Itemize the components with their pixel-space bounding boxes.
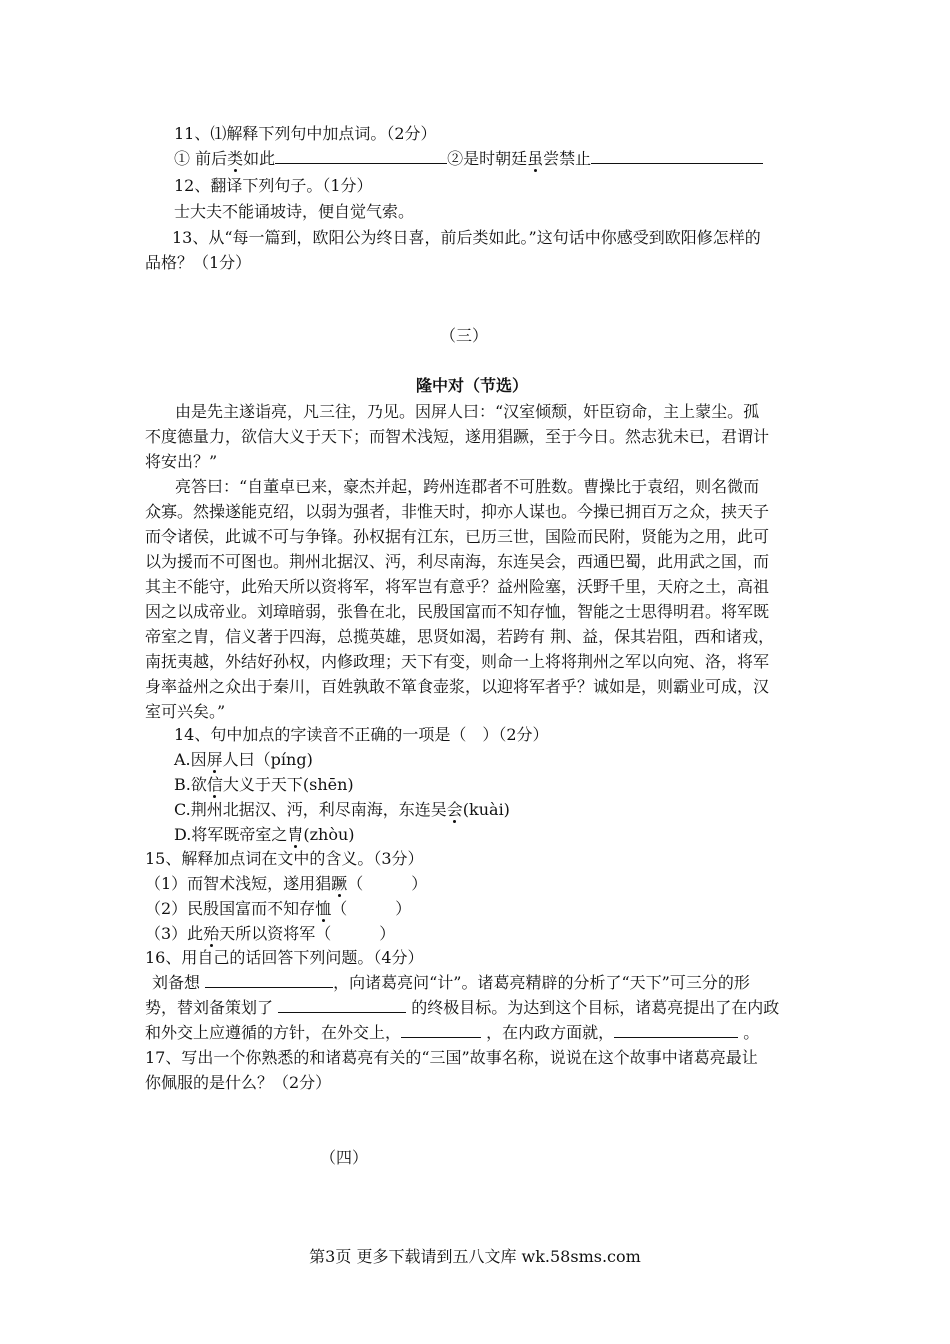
q12-stem: 12、翻译下列句子。（1分） <box>174 176 373 195</box>
passage-line: 由是先主遂诣亮，凡三往，乃见。因屏人曰：“汉室倾颓，奸臣窃命，主上蒙尘。孤 <box>175 402 760 421</box>
q11-items <box>174 147 763 171</box>
q17-line2: 你佩服的是什么？（2分） <box>145 1073 332 1092</box>
q14-option-a-dotted: 屏 <box>206 750 223 769</box>
q11-answer-blank-1[interactable] <box>275 147 447 164</box>
passage-line: 身率益州之众出于秦川，百姓孰敢不箪食壶浆，以迎将军者乎？诚如是，则霸业可成，汉 <box>145 677 770 696</box>
passage-line: 不度德量力，欲信大义于天下；而智术浅短，遂用猖蹶，至于今日。然志犹未已，君谓计 <box>145 427 770 446</box>
q16-line2: 势，替刘备策划了 的终极目标。为达到这个目标，诸葛亮提出了在内政 <box>145 998 780 1017</box>
page-footer: 第3页 更多下载请到五八文库 wk.58sms.com <box>309 1247 641 1266</box>
section4-label: （四） <box>320 1148 369 1167</box>
section3-label: （三） <box>440 326 489 345</box>
passage-line: 亮答曰：“自董卓已来，豪杰并起，跨州连郡者不可胜数。曹操比于袁绍，则名微而 <box>175 477 760 496</box>
passage-line: 因之以成帝业。刘璋暗弱，张鲁在北，民殷国富而不知存恤，智能之士思得明君。将军既 <box>145 602 770 621</box>
q14-option-d: D.将军既帝室之胄(zhòu) <box>174 825 355 844</box>
passage-line: 室可兴矣。” <box>145 702 226 721</box>
q15-stem: 15、解释加点词在文中的含义。（3分） <box>145 849 424 868</box>
q15-item-1: （1）而智术浅短，遂用猖蹶（ ） <box>145 874 428 893</box>
q15-item-2: （2）民殷国富而不知存恤（ ） <box>145 899 412 918</box>
passage-line: 其主不能守，此殆天所以资将军，将军岂有意乎？益州险塞，沃野千里，天府之土，高祖 <box>145 577 770 596</box>
q14-option-d-dotted: 胄 <box>287 825 304 844</box>
q11-answer-blank-2[interactable] <box>591 147 763 164</box>
q14-option-b: B.欲信大义于天下(shēn) <box>174 775 354 794</box>
q11-item2-dotted: 虽 <box>527 149 544 168</box>
q14-option-b-dotted: 信 <box>206 775 223 794</box>
q14-option-a: A.因屏人曰（píng) <box>174 750 313 769</box>
q17-line1: 17、写出一个你熟悉的和诸葛亮有关的“三国”故事名称，说说在这个故事中诸葛亮最让 <box>145 1048 758 1067</box>
q11-item2-post: 尝禁止 <box>543 149 592 168</box>
passage-line: 帝室之胄，信义著于四海，总揽英雄，思贤如渴，若跨有 荆、益，保其岩阻，西和诸戎， <box>145 627 775 646</box>
q15-item-2-dotted: 恤 <box>315 899 332 918</box>
q14-option-c: C.荆州北据汉、沔，利尽南海，东连吴会(kuài) <box>174 800 510 819</box>
q15-item-3: （3）此殆天所以资将军（ ） <box>145 924 396 943</box>
q11-item1-dotted: 类 <box>227 149 244 168</box>
passage-title: 隆中对（节选） <box>416 376 529 395</box>
q11-stem: 11、⑴解释下列句中加点词。（2分） <box>174 124 437 143</box>
q16-answer-blank-3[interactable] <box>401 1021 481 1038</box>
q16-line1: 刘备想 ，向诸葛亮问“计”。诸葛亮精辟的分析了“天下”可三分的形 <box>152 973 750 992</box>
q14-option-c-dotted: 会 <box>446 800 463 819</box>
q16-answer-blank-2[interactable] <box>278 996 406 1013</box>
passage-line: 将安出？” <box>145 452 218 471</box>
q16-stem: 16、用自己的话回答下列问题。（4分） <box>145 948 424 967</box>
q16-answer-blank-4[interactable] <box>614 1021 738 1038</box>
passage-line: 南抚夷越，外结好孙权，内修政理；天下有变，则命一上将将荆州之军以向宛、洛，将军 <box>145 652 770 671</box>
q13-line1: 13、从“每一篇到，欧阳公为终日喜，前后类如此。”这句话中你感受到欧阳修怎样的 <box>172 228 761 247</box>
q15-item-1-dotted: 蹶 <box>331 874 348 893</box>
passage-line: 以为援而不可图也。荆州北据汉、沔，利尽南海，东连吴会，西通巴蜀，此用武之国，而 <box>145 552 770 571</box>
q11-item2-pre: ②是时朝廷 <box>447 149 528 168</box>
q16-line3: 和外交上应遵循的方针，在外交上， ，在内政方面就， 。 <box>145 1023 760 1042</box>
q16-answer-blank-1[interactable] <box>205 971 333 988</box>
passage-line: 众寡。然操遂能克绍，以弱为强者，非惟天时，抑亦人谋也。今操已拥百万之众，挟天子 <box>145 502 770 521</box>
q15-item-3-dotted: 殆 <box>203 924 220 943</box>
q14-stem: 14、句中加点的字读音不正确的一项是（ ）（2分） <box>174 725 549 744</box>
passage-line: 而令诸侯，此诚不可与争锋。孙权据有江东，已历三世，国险而民附，贤能为之用，此可 <box>145 527 770 546</box>
q12-sentence: 士大夫不能诵坡诗，便自觉气索。 <box>174 202 415 221</box>
q13-line2: 品格？（1分） <box>145 253 252 272</box>
q11-item1-pre: ① 前后 <box>174 149 228 168</box>
q11-item1-post: 如此 <box>243 149 276 168</box>
